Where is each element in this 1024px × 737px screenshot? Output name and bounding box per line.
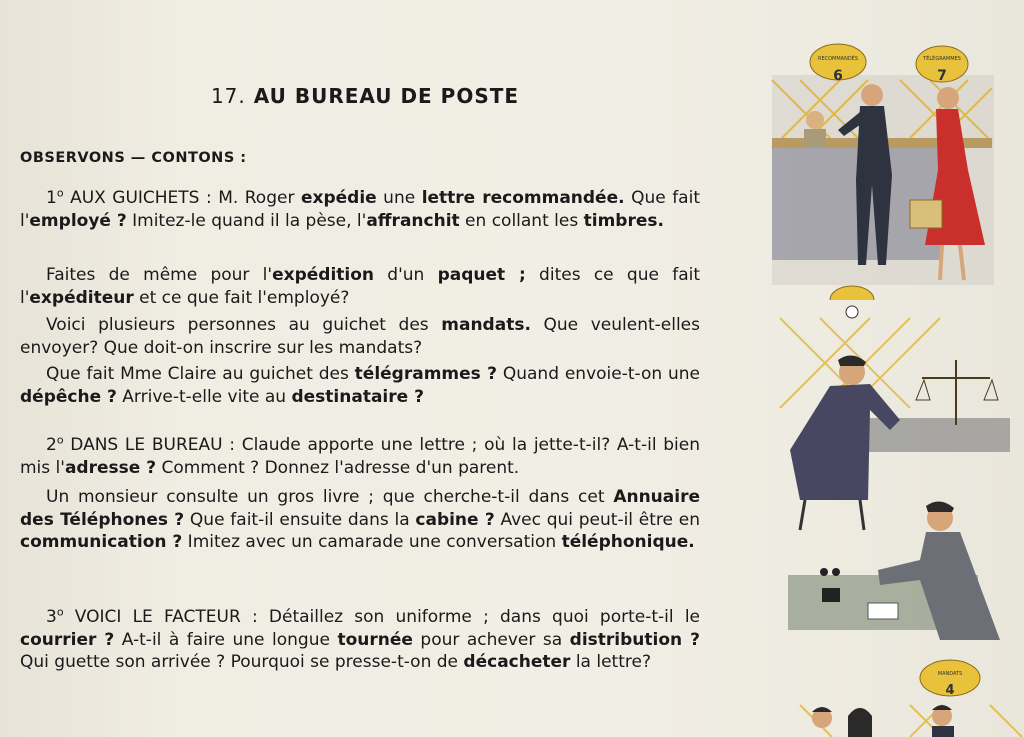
text-run: Que veulent-elles envoyer? Que doit-on inscrire sur les mandats? — [20, 315, 700, 358]
text-run: et ce que fait l'employé? — [133, 287, 350, 308]
section1-para2 — [20, 264, 700, 309]
keyword: mandats. — [441, 315, 531, 335]
section1-number: 1 — [46, 188, 57, 208]
counter-sign-label-mandats: MANDATS — [937, 671, 963, 677]
keyword: timbres. — [583, 210, 664, 231]
section3-ordinal: o — [56, 605, 64, 619]
text-run: la lettre? — [570, 652, 651, 672]
text-run: Faites de même pour l' — [46, 265, 273, 285]
text-run: d'un — [374, 265, 438, 285]
text-run: Voici plusieurs personnes au guichet des — [46, 315, 442, 335]
text-run: Un monsieur consulte un gros livre ; que cherche-t-il dans cet — [46, 487, 614, 507]
section1-para3 — [20, 314, 700, 359]
illustration-column — [760, 0, 1024, 737]
section3-number: 3 — [46, 607, 57, 627]
section1-para4 — [20, 363, 700, 408]
keyword: téléphonique. — [561, 532, 695, 552]
keyword: paquet ; — [437, 265, 526, 285]
section2-para1 — [20, 434, 700, 479]
keyword: communication ? — [20, 532, 183, 552]
keyword: expéditeur — [29, 287, 134, 308]
counter-sign-6: 6 — [833, 68, 843, 84]
text-run: Que fait Mme Claire au guichet des — [46, 364, 355, 384]
telephone-scene-illustration — [788, 501, 1000, 640]
section-heading: OBSERVONS — CONTONS : — [20, 150, 247, 166]
keyword: expédie — [300, 188, 377, 208]
keyword: affranchit — [366, 210, 460, 231]
keyword: cabine ? — [415, 509, 495, 530]
keyword: tournée — [337, 629, 413, 650]
lesson-number: 17. — [210, 84, 246, 108]
keyword: lettre recommandée. — [421, 188, 625, 208]
counter-sign-4: 4 — [945, 683, 955, 698]
keyword: courrier ? — [20, 629, 115, 650]
section3-para1 — [20, 606, 700, 674]
page-title — [0, 84, 730, 108]
keyword: destinataire ? — [291, 386, 424, 407]
counter-scene-illustration — [772, 44, 994, 285]
keyword: expédition — [272, 265, 375, 285]
text-run: AUX GUICHETS : M. Roger — [70, 188, 301, 208]
text-run: en collant les — [459, 210, 584, 231]
lesson-title: AU BUREAU DE POSTE — [253, 84, 520, 108]
text-run: Quand envoie-t-on une — [497, 364, 700, 384]
keyword: dépêche ? — [20, 386, 117, 407]
keyword: distribution ? — [569, 629, 700, 650]
section2-number: 2 — [46, 435, 57, 455]
text-run: DANS LE BUREAU : Claude apporte une lettre ; où la jette-t-il? A-t-il bien mis l' — [20, 435, 701, 478]
text-run: pour achever sa — [412, 629, 570, 650]
counter-sign-7: 7 — [937, 68, 947, 84]
keyword: adresse ? — [64, 457, 157, 478]
text-run: Imitez-le quand il la pèse, l' — [126, 210, 367, 231]
section1-para1 — [20, 187, 700, 232]
counter-sign-label-recommandes: RECOMMANDÉS — [817, 56, 859, 62]
section2-ordinal: o — [56, 433, 64, 447]
text-run: VOICI LE FACTEUR : Détaillez son uniforme ; dans quoi porte-t-il le — [74, 607, 701, 627]
text-run: Que fait l' — [20, 188, 700, 231]
keyword: Annuaire des Téléphones ? — [20, 487, 700, 530]
keyword: télégrammes ? — [354, 364, 497, 384]
text-run: une — [376, 188, 422, 208]
text-run: Avec qui peut-il être en — [494, 509, 700, 530]
section2-para2 — [20, 486, 700, 554]
text-run: Imitez avec un camarade une conversation — [182, 532, 562, 552]
text-run: A-t-il à faire une longue — [114, 629, 338, 650]
section1-ordinal: o — [56, 186, 64, 200]
text-run: Qui guette son arrivée ? Pourquoi se presse-t-on de — [20, 652, 464, 672]
mandats-scene-illustration — [800, 660, 1022, 737]
counter-sign-label-telegrammes: TÉLÉGRAMMES — [923, 56, 961, 62]
keyword: décacheter — [463, 652, 571, 672]
keyword: employé ? — [29, 210, 127, 231]
text-run: Comment ? Donnez l'adresse d'un parent. — [156, 457, 520, 478]
text-run: dites ce que fait l' — [20, 265, 701, 308]
text-run: Que fait-il ensuite dans la — [184, 509, 416, 530]
scale-scene-illustration — [780, 286, 1010, 530]
text-run: Arrive-t-elle vite au — [116, 386, 292, 407]
